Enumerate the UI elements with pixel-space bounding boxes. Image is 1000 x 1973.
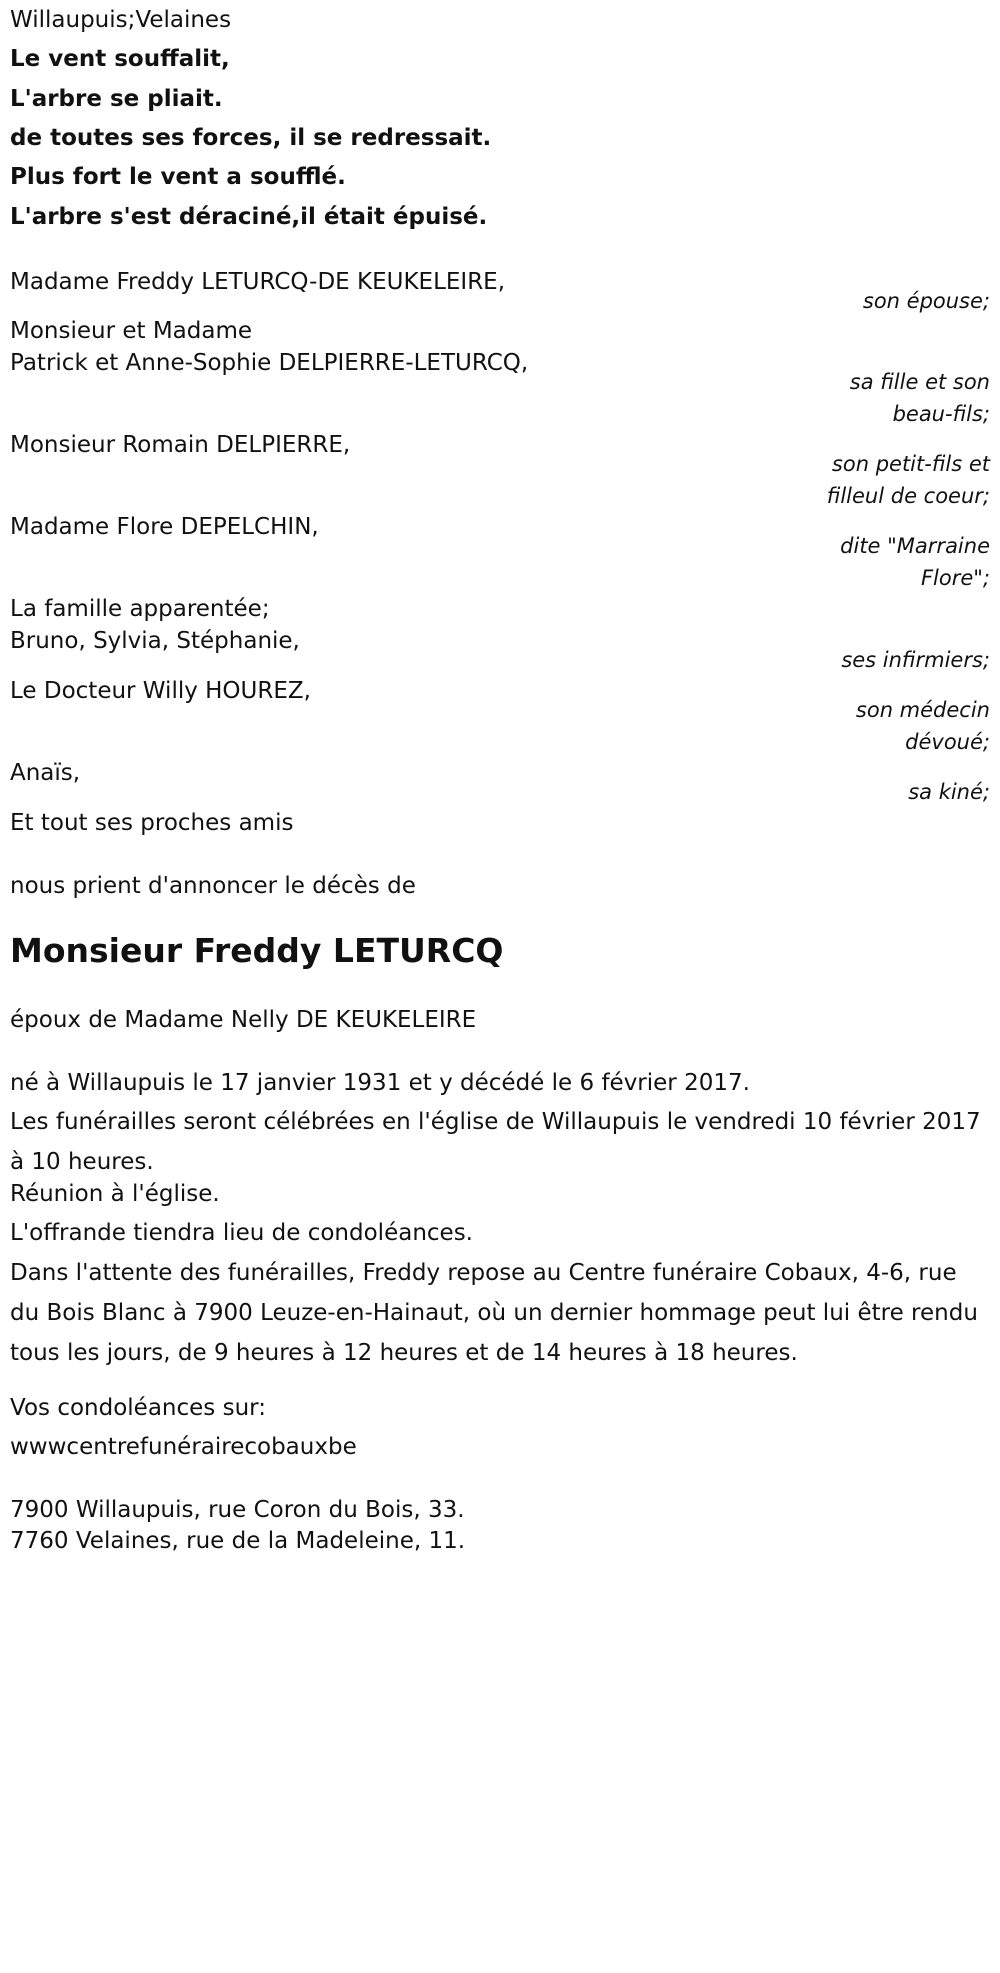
deceased-name: Monsieur Freddy LETURCQ [10, 931, 504, 970]
spouse-name: Madame Freddy LETURCQ-DE KEUKELEIRE, [10, 269, 506, 295]
grandson-role-line2: filleul de coeur; [826, 484, 990, 508]
address-line: 7900 Willaupuis, rue Coron du Bois, 33. [10, 1497, 465, 1523]
header-places: Willaupuis;Velaines [10, 7, 232, 33]
relatives-role: ses infirmiers; [841, 648, 990, 672]
funeral-details: Les funérailles seront célébrées en l'église de Willaupuis le vendredi 10 février 2017 à 10 heures. [10, 1109, 981, 1175]
poem-line: Le vent souffalit, [10, 46, 230, 72]
doctor-name: Le Docteur Willy HOUREZ, [10, 678, 311, 704]
address-line: 7760 Velaines, rue de la Madeleine, 11. [10, 1528, 466, 1554]
meeting-info: Réunion à l'église. [10, 1181, 220, 1207]
condolences-website[interactable]: wwwcentrefunérairecobauxbe [10, 1434, 357, 1460]
doctor-role-line2: dévoué; [905, 730, 990, 754]
rest-info: Dans l'attente des funérailles, Freddy repose au Centre funéraire Cobaux, 4-6, rue du Bois Blanc à 7900 Leuze-en-Hainaut, où un dernier hommage peut lui être rendu tous les jours, de 9 heures à 12 heures et de 14 heures à 18 heures. [10, 1260, 978, 1366]
relatives-line1: La famille apparentée; [10, 596, 270, 622]
birth-death: né à Willaupuis le 17 janvier 1931 et y décédé le 6 février 2017. [10, 1070, 750, 1096]
poem-line: L'arbre se pliait. [10, 86, 223, 112]
daughter-role-line2: beau-fils; [892, 402, 990, 426]
godmother-name: Madame Flore DEPELCHIN, [10, 514, 319, 540]
grandson-role-line1: son petit-fils et [831, 452, 990, 476]
spouse-of: époux de Madame Nelly DE KEUKELEIRE [10, 1007, 477, 1033]
daughter-role-line1: sa fille et son [849, 370, 990, 394]
spouse-role: son épouse; [862, 289, 990, 313]
announcement-intro: nous prient d'annoncer le décès de [10, 873, 416, 899]
relatives-line2: Bruno, Sylvia, Stéphanie, [10, 628, 300, 654]
poem-line: L'arbre s'est déraciné,il était épuisé. [10, 204, 488, 230]
doctor-role-line1: son médecin [855, 698, 990, 722]
daughter-line1: Monsieur et Madame [10, 318, 253, 344]
grandson-name: Monsieur Romain DELPIERRE, [10, 432, 351, 458]
offering-info: L'offrande tiendra lieu de condoléances. [10, 1220, 473, 1246]
godmother-role-line1: dite "Marraine [840, 534, 990, 558]
poem-line: de toutes ses forces, il se redressait. [10, 125, 492, 151]
friends-line: Et tout ses proches amis [10, 810, 294, 836]
physio-name: Anaïs, [10, 760, 81, 786]
physio-role: sa kiné; [908, 780, 990, 804]
godmother-role-line2: Flore"; [920, 566, 990, 590]
daughter-line2: Patrick et Anne-Sophie DELPIERRE-LETURCQ, [10, 350, 529, 376]
condolences-label: Vos condoléances sur: [10, 1395, 266, 1421]
poem-line: Plus fort le vent a soufflé. [10, 164, 346, 190]
